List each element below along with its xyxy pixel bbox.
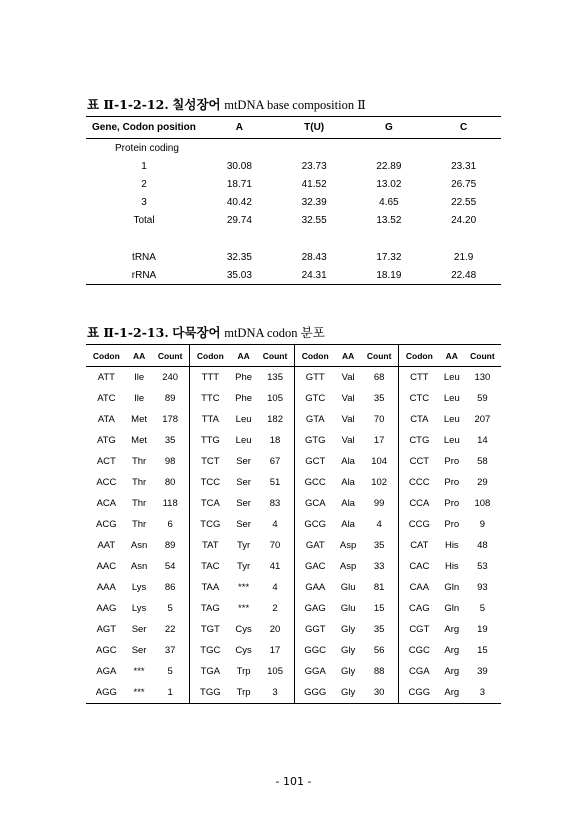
cell: CAC bbox=[409, 561, 430, 572]
cell: His bbox=[444, 540, 459, 551]
cell: 80 bbox=[151, 472, 189, 493]
cell: ATA bbox=[97, 414, 115, 425]
cell: Pro bbox=[444, 498, 460, 509]
table1-group-label: Protein coding bbox=[115, 142, 179, 154]
table2-header-cell: AA bbox=[440, 345, 464, 367]
cell: 29 bbox=[477, 477, 488, 488]
cell: AGT bbox=[96, 624, 117, 635]
cell: 86 bbox=[151, 577, 189, 598]
cell: GTA bbox=[305, 414, 325, 425]
cell: Leu bbox=[235, 435, 252, 446]
cell: 26.75 bbox=[451, 178, 477, 190]
cell: CTT bbox=[410, 372, 429, 383]
cell: ACG bbox=[96, 519, 117, 530]
table1-header-t: T(U) bbox=[277, 117, 352, 139]
cell: 37 bbox=[151, 640, 189, 661]
cell: TGC bbox=[200, 645, 221, 656]
cell: CGA bbox=[409, 666, 430, 677]
cell: 68 bbox=[360, 367, 398, 389]
cell: CAG bbox=[409, 603, 430, 614]
cell: Leu bbox=[443, 414, 460, 425]
cell: Asn bbox=[130, 561, 148, 572]
cell: GCG bbox=[304, 519, 327, 530]
table-row bbox=[86, 514, 501, 535]
table1-group-row bbox=[86, 139, 501, 158]
table2-header-row bbox=[86, 345, 501, 367]
table2-header-cell: AA bbox=[231, 345, 257, 367]
table2-header-cell: Count bbox=[360, 345, 398, 367]
cell: 41.52 bbox=[301, 178, 327, 190]
cell: CGC bbox=[408, 645, 430, 656]
cell: 83 bbox=[256, 493, 294, 514]
cell: Val bbox=[341, 414, 355, 425]
cell: Pro bbox=[444, 519, 460, 530]
table-row bbox=[86, 430, 501, 451]
cell: 118 bbox=[151, 493, 189, 514]
table-row bbox=[86, 175, 501, 193]
cell: TCC bbox=[200, 477, 221, 488]
cell: Ile bbox=[134, 372, 145, 383]
cell: Thr bbox=[131, 456, 147, 467]
table-row bbox=[86, 682, 501, 704]
table2-caption-number: 표 Ⅱ-1-2-13. bbox=[87, 325, 169, 340]
cell: 3 bbox=[256, 682, 294, 704]
cell: 104 bbox=[360, 451, 398, 472]
cell: 24.20 bbox=[451, 215, 477, 227]
table2-header-cell: Codon bbox=[294, 345, 335, 367]
cell: ACT bbox=[96, 456, 116, 467]
cell: 14 bbox=[477, 435, 488, 446]
cell: 35.03 bbox=[202, 266, 277, 285]
table-row bbox=[86, 157, 501, 175]
cell: GTC bbox=[305, 393, 326, 404]
cell: TTC bbox=[201, 393, 220, 404]
cell: Arg bbox=[444, 624, 460, 635]
cell: Pro bbox=[444, 456, 460, 467]
cell: 15 bbox=[360, 598, 398, 619]
table2-header-cell: Count bbox=[464, 345, 501, 367]
cell: Gly bbox=[340, 666, 356, 677]
cell: 35 bbox=[360, 388, 398, 409]
cell: 9 bbox=[479, 519, 486, 530]
cell: TAG bbox=[200, 603, 220, 614]
table-row bbox=[86, 661, 501, 682]
cell: ATG bbox=[96, 435, 116, 446]
cell: 29.74 bbox=[226, 215, 252, 227]
cell: Leu bbox=[443, 372, 460, 383]
table1-header-a: A bbox=[202, 117, 277, 139]
cell: 3 bbox=[464, 682, 501, 704]
cell: CTC bbox=[409, 393, 430, 404]
table-row bbox=[86, 266, 501, 285]
cell: 178 bbox=[151, 409, 189, 430]
cell: GAA bbox=[305, 582, 326, 593]
cell: ATT bbox=[97, 372, 115, 383]
codon-distribution-table bbox=[86, 344, 501, 704]
cell: 70 bbox=[256, 535, 294, 556]
cell: AGG bbox=[86, 682, 127, 704]
cell: 4 bbox=[256, 577, 294, 598]
cell: Phe bbox=[235, 372, 253, 383]
cell: Val bbox=[341, 435, 355, 446]
cell: Ser bbox=[131, 624, 147, 635]
cell: 53 bbox=[477, 561, 488, 572]
cell: 4 bbox=[256, 514, 294, 535]
cell: Leu bbox=[235, 414, 252, 425]
cell: 5 bbox=[151, 598, 189, 619]
cell: 102 bbox=[360, 472, 398, 493]
cell: Pro bbox=[444, 477, 460, 488]
cell: TCA bbox=[200, 498, 220, 509]
table-row bbox=[86, 493, 501, 514]
cell: Ile bbox=[134, 393, 145, 404]
cell: CCT bbox=[409, 456, 430, 467]
cell: TGG bbox=[189, 682, 230, 704]
cell: 70 bbox=[360, 409, 398, 430]
table-row bbox=[86, 577, 501, 598]
cell: Leu bbox=[443, 393, 460, 404]
cell: AGA bbox=[96, 666, 117, 677]
cell: Gln bbox=[444, 582, 460, 593]
cell: GAC bbox=[304, 561, 326, 572]
row-label: tRNA bbox=[132, 251, 156, 263]
cell: 88 bbox=[360, 661, 398, 682]
cell: TTT bbox=[201, 372, 220, 383]
cell: 23.31 bbox=[451, 160, 477, 172]
cell: Gln bbox=[444, 603, 460, 614]
cell: TAC bbox=[201, 561, 220, 572]
cell: 41 bbox=[256, 556, 294, 577]
table2-header-cell: Count bbox=[151, 345, 189, 367]
cell: AAT bbox=[97, 540, 116, 551]
cell: CGG bbox=[398, 682, 439, 704]
table-row bbox=[86, 556, 501, 577]
cell: Lys bbox=[131, 603, 147, 614]
cell: Glu bbox=[340, 582, 356, 593]
cell: CAA bbox=[409, 582, 430, 593]
table-row bbox=[86, 472, 501, 493]
cell: TGT bbox=[200, 624, 220, 635]
cell: 182 bbox=[256, 409, 294, 430]
cell: AAG bbox=[96, 603, 117, 614]
table-row bbox=[86, 619, 501, 640]
cell: 5 bbox=[479, 603, 486, 614]
cell: Ala bbox=[341, 456, 355, 467]
cell: 30.08 bbox=[226, 160, 252, 172]
row-label: 1 bbox=[141, 160, 147, 172]
cell: Met bbox=[131, 435, 147, 446]
table1-caption bbox=[87, 95, 366, 113]
cell: 35 bbox=[151, 430, 189, 451]
cell: CTA bbox=[410, 414, 429, 425]
cell: *** bbox=[133, 666, 145, 677]
cell: Ala bbox=[341, 498, 355, 509]
base-composition-table bbox=[86, 116, 501, 285]
cell: 32.55 bbox=[301, 215, 327, 227]
cell: 17.32 bbox=[376, 251, 402, 263]
cell: 22.55 bbox=[451, 197, 477, 209]
cell: 33 bbox=[360, 556, 398, 577]
cell: 4 bbox=[360, 514, 398, 535]
table2-header-cell: Codon bbox=[189, 345, 230, 367]
cell: Cys bbox=[235, 645, 252, 656]
cell: 17 bbox=[256, 640, 294, 661]
cell: CCA bbox=[409, 498, 430, 509]
table-row bbox=[86, 535, 501, 556]
cell: 108 bbox=[474, 498, 491, 509]
cell: 56 bbox=[360, 640, 398, 661]
cell: Leu bbox=[443, 435, 460, 446]
cell: 18 bbox=[256, 430, 294, 451]
cell: *** bbox=[238, 582, 250, 593]
table1-spacer-row bbox=[86, 230, 501, 248]
cell: GGT bbox=[304, 624, 326, 635]
cell: 207 bbox=[474, 414, 491, 425]
table1-header-g: G bbox=[352, 117, 427, 139]
table1-header-c: C bbox=[426, 117, 501, 139]
cell: 135 bbox=[256, 367, 294, 389]
cell: Ser bbox=[236, 498, 251, 509]
table-row bbox=[86, 409, 501, 430]
row-label: 2 bbox=[141, 178, 147, 190]
cell: TCT bbox=[201, 456, 220, 467]
cell: *** bbox=[238, 603, 250, 614]
cell: Asp bbox=[339, 561, 357, 572]
cell: 20 bbox=[256, 619, 294, 640]
cell: Gly bbox=[340, 645, 356, 656]
cell: GCT bbox=[305, 456, 326, 467]
cell: Trp bbox=[231, 682, 257, 704]
cell: 54 bbox=[151, 556, 189, 577]
cell: 98 bbox=[151, 451, 189, 472]
cell: Lys bbox=[131, 582, 147, 593]
cell: Met bbox=[131, 414, 147, 425]
cell: 105 bbox=[256, 661, 294, 682]
cell: 15 bbox=[477, 645, 488, 656]
cell: His bbox=[444, 561, 459, 572]
table2-caption bbox=[87, 323, 325, 341]
cell: TCG bbox=[200, 519, 221, 530]
cell: 89 bbox=[151, 388, 189, 409]
cell: Tyr bbox=[236, 540, 251, 551]
table-row bbox=[86, 451, 501, 472]
table-row bbox=[86, 248, 501, 266]
cell: ACC bbox=[96, 477, 117, 488]
cell: 2 bbox=[256, 598, 294, 619]
cell: 59 bbox=[477, 393, 488, 404]
cell: 13.52 bbox=[376, 215, 402, 227]
cell: GCA bbox=[304, 498, 326, 509]
cell: 99 bbox=[360, 493, 398, 514]
cell: 30 bbox=[360, 682, 398, 704]
cell: Thr bbox=[131, 498, 147, 509]
cell: 4.65 bbox=[379, 197, 399, 209]
cell: Asn bbox=[130, 540, 148, 551]
cell: Trp bbox=[236, 666, 251, 677]
cell: 22 bbox=[151, 619, 189, 640]
cell: 22.48 bbox=[426, 266, 501, 285]
cell: 21.9 bbox=[453, 251, 474, 263]
table-row bbox=[86, 598, 501, 619]
cell: TTG bbox=[200, 435, 220, 446]
row-label: rRNA bbox=[86, 266, 202, 285]
cell: Glu bbox=[340, 603, 356, 614]
cell: 58 bbox=[477, 456, 488, 467]
cell: Gly bbox=[336, 682, 361, 704]
row-label: Total bbox=[133, 215, 155, 227]
table-row bbox=[86, 640, 501, 661]
cell: GCC bbox=[304, 477, 326, 488]
cell: TGA bbox=[200, 666, 221, 677]
cell: 130 bbox=[474, 372, 491, 383]
cell: 18.71 bbox=[226, 178, 252, 190]
cell: 89 bbox=[151, 535, 189, 556]
cell: Arg bbox=[440, 682, 464, 704]
cell: AAC bbox=[96, 561, 117, 572]
cell: 13.02 bbox=[376, 178, 402, 190]
cell: ACA bbox=[96, 498, 117, 509]
cell: Ser bbox=[236, 477, 251, 488]
cell: CCC bbox=[409, 477, 430, 488]
cell: TAA bbox=[201, 582, 220, 593]
cell: Ser bbox=[131, 645, 147, 656]
cell: Ser bbox=[236, 519, 251, 530]
cell: GAT bbox=[305, 540, 325, 551]
table-row bbox=[86, 194, 501, 212]
cell: 240 bbox=[151, 367, 189, 389]
cell: 6 bbox=[151, 514, 189, 535]
cell: 22.89 bbox=[376, 160, 402, 172]
cell: Val bbox=[341, 372, 355, 383]
cell: TAT bbox=[202, 540, 219, 551]
cell: 23.73 bbox=[301, 160, 327, 172]
cell: CGT bbox=[409, 624, 430, 635]
cell: GGA bbox=[304, 666, 326, 677]
cell: GTG bbox=[304, 435, 326, 446]
cell: Thr bbox=[131, 519, 147, 530]
cell: TTA bbox=[201, 414, 219, 425]
cell: Arg bbox=[444, 645, 460, 656]
cell: Ala bbox=[341, 519, 355, 530]
table2-header-cell: Count bbox=[256, 345, 294, 367]
cell: Cys bbox=[235, 624, 252, 635]
cell: 35 bbox=[360, 619, 398, 640]
table2-header-cell: Codon bbox=[86, 345, 127, 367]
cell: 51 bbox=[256, 472, 294, 493]
table2-header-cell: Codon bbox=[398, 345, 439, 367]
cell: 40.42 bbox=[226, 197, 252, 209]
cell: 105 bbox=[256, 388, 294, 409]
cell: 93 bbox=[477, 582, 488, 593]
cell: 39 bbox=[477, 666, 488, 677]
table1-caption-species: 칠성장어 bbox=[172, 97, 221, 112]
cell: 19 bbox=[477, 624, 488, 635]
cell: GGG bbox=[294, 682, 335, 704]
cell: GTT bbox=[305, 372, 325, 383]
cell: 5 bbox=[151, 661, 189, 682]
cell: *** bbox=[127, 682, 152, 704]
cell: 1 bbox=[151, 682, 189, 704]
cell: ATC bbox=[97, 393, 116, 404]
cell: Arg bbox=[444, 666, 460, 677]
cell: 81 bbox=[360, 577, 398, 598]
cell: CAT bbox=[410, 540, 429, 551]
cell: Ala bbox=[341, 477, 355, 488]
cell: 67 bbox=[256, 451, 294, 472]
cell: 17 bbox=[360, 430, 398, 451]
page-number: - 101 - bbox=[275, 775, 312, 788]
cell: Tyr bbox=[236, 561, 251, 572]
table1-caption-title: mtDNA base composition Ⅱ bbox=[224, 98, 366, 112]
table-row bbox=[86, 367, 501, 389]
cell: AGC bbox=[96, 645, 117, 656]
table1-caption-number: 표 Ⅱ-1-2-12. bbox=[87, 97, 169, 112]
cell: 32.39 bbox=[301, 197, 327, 209]
cell: AAA bbox=[96, 582, 116, 593]
cell: 48 bbox=[477, 540, 488, 551]
cell: GGC bbox=[304, 645, 327, 656]
cell: Ser bbox=[236, 456, 251, 467]
cell: 18.19 bbox=[352, 266, 427, 285]
cell: GAG bbox=[304, 603, 326, 614]
cell: Val bbox=[341, 393, 355, 404]
cell: CCG bbox=[408, 519, 430, 530]
cell: Gly bbox=[340, 624, 356, 635]
row-label: 3 bbox=[141, 197, 147, 209]
table2-header-cell: AA bbox=[127, 345, 152, 367]
table-row bbox=[86, 388, 501, 409]
cell: 32.35 bbox=[226, 251, 252, 263]
cell: Asp bbox=[339, 540, 357, 551]
table-row bbox=[86, 212, 501, 230]
table2-caption-title: mtDNA codon 분포 bbox=[224, 326, 325, 340]
cell: 24.31 bbox=[277, 266, 352, 285]
cell: Thr bbox=[131, 477, 147, 488]
cell: Phe bbox=[235, 393, 253, 404]
cell: 35 bbox=[360, 535, 398, 556]
table2-header-cell: AA bbox=[336, 345, 361, 367]
table1-header-gene: Gene, Codon position bbox=[86, 117, 202, 139]
table2-caption-species: 다묵장어 bbox=[172, 325, 221, 340]
table1-header-row bbox=[86, 117, 501, 139]
cell: 28.43 bbox=[301, 251, 327, 263]
cell: CTG bbox=[409, 435, 430, 446]
